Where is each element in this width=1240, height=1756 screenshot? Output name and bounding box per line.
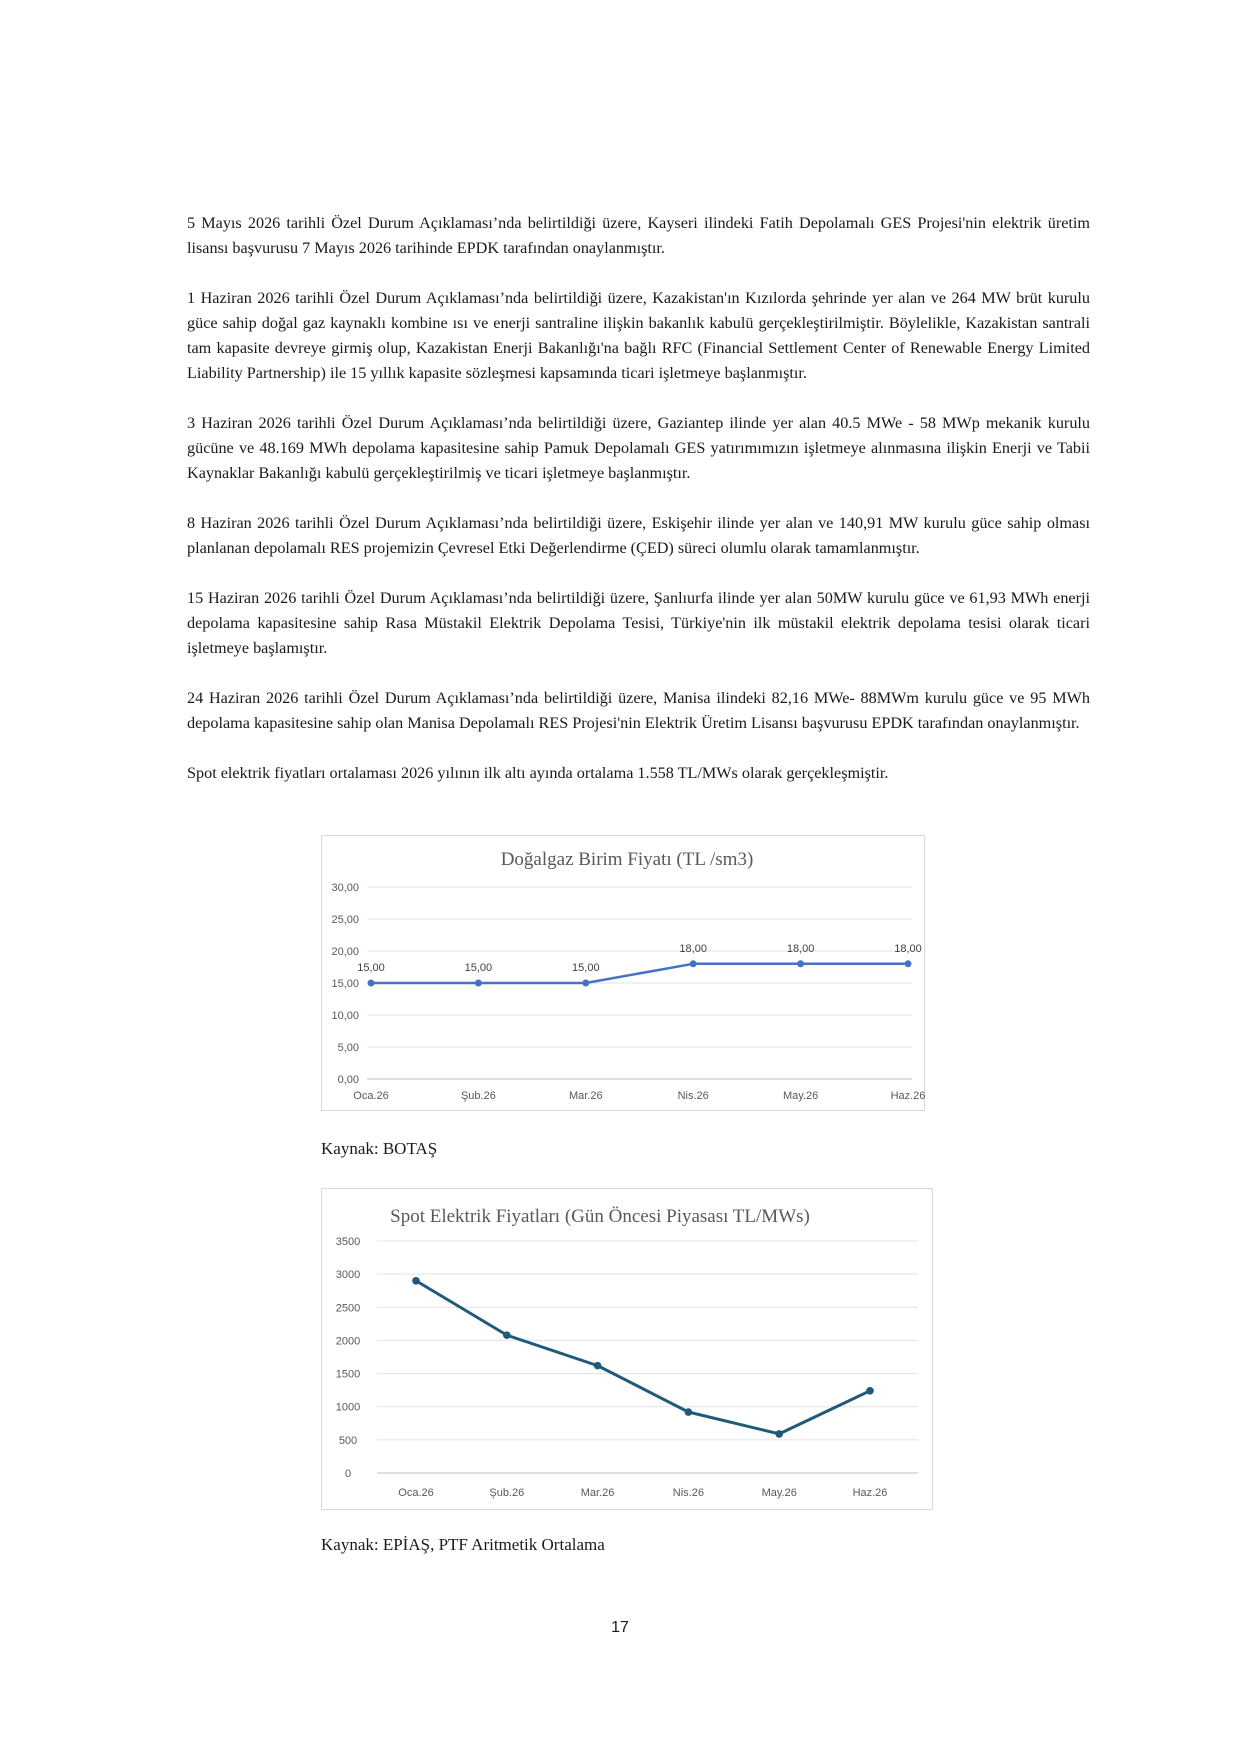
data-point	[685, 1408, 693, 1416]
x-tick-label: Oca.26	[398, 1487, 434, 1499]
source-botas: Kaynak: BOTAŞ	[321, 1139, 438, 1158]
data-point	[797, 960, 804, 967]
chart-title: Spot Elektrik Fiyatları (Gün Öncesi Piyasası TL/MWs)	[390, 1206, 810, 1227]
x-tick-label: Haz.26	[890, 1090, 926, 1102]
data-label: 15,00	[357, 962, 385, 974]
data-label: 18,00	[894, 942, 922, 955]
y-tick-label: 3500	[335, 1236, 361, 1248]
paragraph-4: 8 Haziran 2026 tarihli Özel Durum Açıklaması’nda belirtildiği üzere, Eskişehir ilinde yer alan ve 140,91 MW kurulu güce sahip olması planlanan depolamalı RES projemizin Çevresel Etki Değerlendirme (ÇED) süreci olumlu olarak tamamlanmıştır.	[187, 514, 1090, 557]
paragraph-7: Spot elektrik fiyatları ortalaması 2026 yılının ilk altı ayında ortalama 1.558 TL/MWs olarak gerçekleşmiştir.	[187, 764, 889, 782]
spot-electricity-price-chart	[321, 1188, 933, 1510]
y-tick-label: 500	[338, 1434, 358, 1447]
data-label: 18,00	[679, 942, 707, 955]
data-point	[594, 1362, 602, 1370]
page-number: 17	[611, 1619, 629, 1636]
y-tick-label: 15,00	[331, 978, 359, 990]
x-tick-label: Nis.26	[677, 1090, 709, 1102]
spot-electricity-price-chart-svg	[322, 1189, 934, 1511]
x-tick-label: Haz.26	[852, 1487, 888, 1499]
y-tick-label: 10,00	[331, 1010, 359, 1022]
data-point	[905, 960, 912, 967]
x-tick-label: Şub.26	[460, 1090, 496, 1102]
data-label: 15,00	[572, 962, 600, 974]
x-tick-label: May.26	[782, 1090, 819, 1102]
data-point	[503, 1331, 511, 1339]
natural-gas-price-chart-svg	[322, 836, 926, 1112]
y-tick-label: 5,00	[337, 1042, 359, 1054]
natural-gas-price-chart	[321, 835, 925, 1111]
y-tick-label: 0,00	[337, 1074, 359, 1086]
x-tick-label: Nis.26	[672, 1487, 704, 1499]
x-tick-label: Şub.26	[489, 1487, 525, 1499]
paragraph-5: 15 Haziran 2026 tarihli Özel Durum Açıklaması’nda belirtildiği üzere, Şanlıurfa ilinde yer alan 50MW kurulu güce ve 61,93 MWh enerji depolama kapasitesine sahip Rasa Müstakil Elektrik Depolama Tesisi, Türkiye'nin ilk müstakil elektrik depolama tesisi olarak ticari işletmeye başlamıştır.	[187, 589, 1090, 657]
paragraph-2: 1 Haziran 2026 tarihli Özel Durum Açıklaması’nda belirtildiği üzere, Kazakistan'ın Kızılorda şehrinde yer alan ve 264 MW brüt kurulu güce sahip doğal gaz kaynaklı kombine ısı ve enerji santraline ilişkin bakanlık kabulü gerçekleştirilmiştir. Böylelikle, Kazakistan santrali tam kapasite devreye girmiş olup, Kazakistan Enerji Bakanlığı'na bağlı RFC (Financial Settlement Center of Renewable Energy Limited Liability Partnership) ile 15 yıllık kapasite sözleşmesi kapsamında ticari işletmeye başlanmıştır.	[187, 289, 1090, 382]
y-tick-label: 2500	[335, 1302, 361, 1315]
y-tick-label: 30,00	[331, 882, 359, 894]
data-label: 18,00	[786, 942, 815, 955]
data-point	[475, 980, 482, 987]
y-tick-label: 0	[344, 1468, 352, 1480]
data-label: 15,00	[464, 962, 493, 974]
data-point	[866, 1387, 874, 1395]
chart-title: Doğalgaz Birim Fiyatı (TL /sm3)	[500, 849, 754, 870]
paragraph-1: 5 Mayıs 2026 tarihli Özel Durum Açıklaması’nda belirtildiği üzere, Kayseri ilindeki Fatih Depolamalı GES Projesi'nin elektrik üretim lisansı başvurusu 7 Mayıs 2026 tarihinde EPDK tarafından onaylanmıştır.	[187, 214, 1090, 257]
x-tick-label: Oca.26	[353, 1090, 389, 1102]
y-tick-label: 3000	[335, 1269, 361, 1282]
x-tick-label: Mar.26	[568, 1090, 603, 1102]
paragraph-6: 24 Haziran 2026 tarihli Özel Durum Açıklaması’nda belirtildiği üzere, Manisa ilindeki 82,16 MWe- 88MWm kurulu güce ve 95 MWh depolama kapasitesine sahip olan Manisa Depolamalı RES Projesi'nin Elektrik Üretim Lisansı başvurusu EPDK tarafından onaylanmıştır.	[187, 689, 1090, 732]
y-tick-label: 2000	[335, 1335, 361, 1348]
series-line	[371, 964, 908, 983]
data-point	[368, 980, 375, 987]
series-line	[416, 1281, 870, 1434]
data-point	[690, 960, 697, 967]
data-point	[412, 1277, 420, 1285]
page-body	[187, 211, 1090, 811]
y-tick-label: 20,00	[331, 946, 359, 958]
data-point	[582, 980, 589, 987]
data-point	[775, 1430, 783, 1438]
x-tick-label: Mar.26	[580, 1487, 615, 1499]
x-tick-label: May.26	[761, 1487, 797, 1499]
y-tick-label: 1000	[335, 1401, 361, 1414]
paragraph-3: 3 Haziran 2026 tarihli Özel Durum Açıklaması’nda belirtildiği üzere, Gaziantep ilinde yer alan 40.5 MWe - 58 MWp mekanik kurulu gücüne ve 48.169 MWh depolama kapasitesine sahip Pamuk Depolamalı GES yatırımımızın işletmeye alınmasına ilişkin Enerji ve Tabii Kaynaklar Bakanlığı kabulü gerçekleştirilmiş ve ticari işletmeye başlanmıştır.	[187, 414, 1090, 482]
source-epias: Kaynak: EPİAŞ, PTF Aritmetik Ortalama	[321, 1535, 605, 1554]
y-tick-label: 25,00	[331, 914, 359, 926]
y-tick-label: 1500	[335, 1368, 361, 1381]
